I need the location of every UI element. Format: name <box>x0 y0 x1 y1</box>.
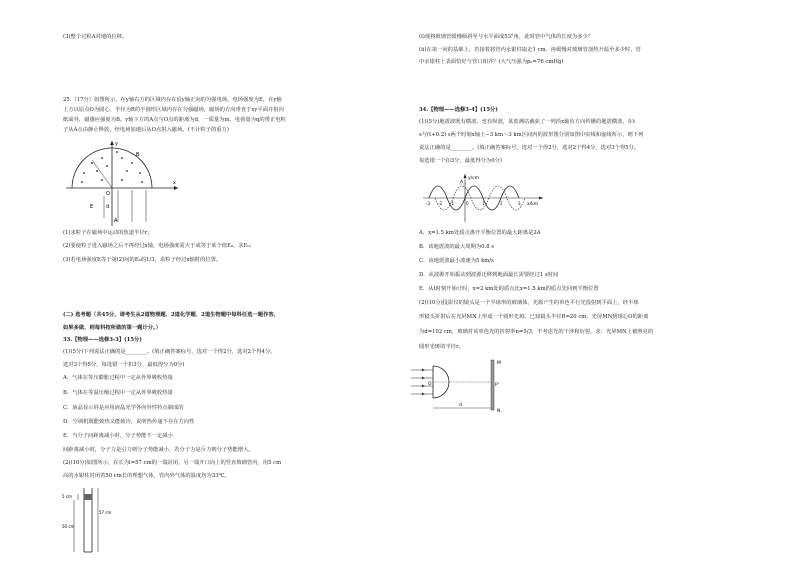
q34-lens-figure <box>407 356 517 418</box>
q25-subquestion: (2)要使粒子进入磁场之后不再经过x轴，电场强度需大于或等于某个值E₀，求E₀； <box>63 243 255 249</box>
q33-heading: 33.【物理——选修3-3】(15分) <box>63 337 142 343</box>
q34-part2-line: 为d=102 cm，玻璃对该单色光的折射率n=5/3，不考虑光的干涉和衍射，求：光屏MN上被照亮的 <box>419 329 654 335</box>
elective-heading-line: 如果多做，则每科按所做的第一题计分。） <box>63 325 161 331</box>
q34-heading: 34.【物理——选修3-4】(15分) <box>419 107 498 113</box>
q33-part2-line: 中水银柱上表面恰好与管口相齐？(大气压强为p₀=76 cmHg) <box>419 59 564 65</box>
fig34-tick: 2 <box>500 201 503 206</box>
fig34-tick: -1 <box>450 201 454 206</box>
q34-part2-line: 形镜头折射后在光屏MN上形成一个圆形光斑。已知镜头半径R=20 cm，光屏MN到球心O的距离 <box>419 314 649 320</box>
fig25-label: d <box>106 204 110 210</box>
fig25-label: y <box>115 141 118 147</box>
fig34-tick: -3 <box>426 201 430 206</box>
q25-figure <box>62 138 182 228</box>
elective-heading-line: (二) 选考题（共45分，请考生从2道物理题、2道化学题、2道生物题中每科任选一题作答， <box>63 312 279 318</box>
q25-subquestion: (3)若电场强度E等于第(2)问的E₀的1/3，求粒子经过x轴时的位置。 <box>63 257 222 263</box>
q33-option: E．当分子间距离减小时，分子势能不一定减小 <box>63 433 173 439</box>
q34-part1-stem: 说法正确的是________。(填正确答案标号，选对一个得2分，选对2个得4分，选对3个得5分。 <box>419 145 640 151</box>
fig34b-label: M <box>497 361 501 366</box>
q33-text-line: (2)(10分)如图所示，在长为l=57 cm的一端封闭、另一端开口向上的竖直玻璃管内，用5 cm <box>63 460 282 466</box>
q33-part2-line: (ii)在第一问的基础上，若接着将管内水银柱取走1 cm，再缓慢对玻璃管加热升温至多少时，管 <box>419 47 641 53</box>
q33-part1-stem: 选对3个得5分，每选错一个扣3分，最低得分为0分) <box>63 362 185 368</box>
fig25-label: A <box>114 218 118 224</box>
fig34-tick: 0 <box>466 201 469 206</box>
fig34-tick: 1 <box>482 201 485 206</box>
fig34b-label: N <box>497 409 501 414</box>
q34-option: E．从t时刻开始计时，x=2 km处的质点比x=1.5 km的质点先回到平衡位置 <box>419 286 599 292</box>
fig33-label: 57 cm <box>99 510 112 515</box>
q34-option: A．x=1.5 km处质点离开平衡位置的最大距离是2A <box>419 230 541 236</box>
fig34-label: y/cm <box>468 176 480 181</box>
q34-part1-stem: 每选错一个扣3分，最低得分为0分) <box>419 158 502 164</box>
fig34-tick: 3 <box>518 201 521 206</box>
q33-option: C．液晶显示屏是应用液晶光学各向异性特点制成的 <box>63 405 184 411</box>
q33-option: A．气体在等压膨胀过程中一定从外界吸收热量 <box>63 375 173 381</box>
fig34-tick: -2 <box>438 201 442 206</box>
fig33-label: 5 cm <box>62 494 72 499</box>
q34-part2-line: (2)(10分)投影仪的镜头是一个半球形的玻璃体，光源产生的单色平行光投射到平面上，经半球 <box>419 300 639 306</box>
q34-option: D．从波源开始振动到波源迁移到地面最长需要经过1 s时间 <box>419 272 559 278</box>
q34-part1-stem: s与(t+0.2) s两个时刻x轴上−3 km～3 km区间内的波形图分别如图中实线和虚线所示，则下列 <box>419 132 644 138</box>
q33-text-line: 间距离减小时，分子力是引力则分子势能减小，若分子力是斥力则分子势能增大。 <box>63 447 254 453</box>
q34-option: B．该地震波的最大周期为0.8 s <box>419 244 494 250</box>
fig34-label: x/km <box>527 202 539 207</box>
q33-option: D．空调机既能致热又能致冷，说明热传递不存在方向性 <box>63 419 195 425</box>
q34-part2-line: 圆形光斑的半径r。 <box>419 344 464 350</box>
prev-question-item: (3)整个过程A对地的位移。 <box>63 34 128 40</box>
q25-subquestion: (1)求粒子在磁场中运动的轨道半径r； <box>63 230 153 236</box>
fig33-label: 50 cm <box>62 524 75 529</box>
fig34b-label: O <box>428 382 432 387</box>
fig34b-label: P' <box>495 383 499 388</box>
q33-figure <box>62 484 112 556</box>
q33-option: B．气体在等温压缩过程中一定从外界吸收热量 <box>63 390 173 396</box>
q25-stem-line: 子从A点由静止释放，经电场加速后从O点射入磁场。(不计粒子的重力) <box>63 127 229 133</box>
q25-stem-line: 25.（17分）如图所示，在y轴右方的区域内存在沿y轴正向的匀强电场，电场强度为E，在y轴 <box>63 97 282 103</box>
q33-text-line: 高的水银柱封闭着50 cm长的理想气体，管内外气体的温度均为33℃。 <box>63 473 230 479</box>
fig25-label: B <box>136 152 140 158</box>
fig25-label: O <box>106 191 110 197</box>
q34-option: C．该地震波最小波速为5 km/s <box>419 258 494 264</box>
right-column <box>397 0 794 562</box>
q25-stem-line: 上方以原点O为圆心、半径为R的半圆形区域内存在匀强磁场，磁场的方向垂直于xy平面并指向 <box>63 107 284 113</box>
fig25-label: x <box>173 180 176 186</box>
fig34b-label: d <box>459 403 462 408</box>
q34-part1-stem: (1)(5分)地震波既有横波，也有纵波，某监测站截获了一列沿x轴负方向传播的地震横波，在t <box>419 119 636 125</box>
q25-stem-line: 纸面外，磁感应强度为B。y轴下方的A点与O点的距离为d，一质量为m、电荷量为q的带正电粒 <box>63 117 286 123</box>
fig25-label: E <box>90 204 94 210</box>
q33-part1-stem: (1)(5分)下列说法正确的是________。(填正确答案标号，选对一个得2分，选对2个得4分， <box>63 349 276 355</box>
fig34-label: A <box>460 180 464 185</box>
q33-part2-line: (i)现将玻璃管缓慢倾斜至与水平面成53°角，此时管中气体的长度为多少？ <box>419 34 594 40</box>
q34-wave-figure <box>419 172 549 224</box>
